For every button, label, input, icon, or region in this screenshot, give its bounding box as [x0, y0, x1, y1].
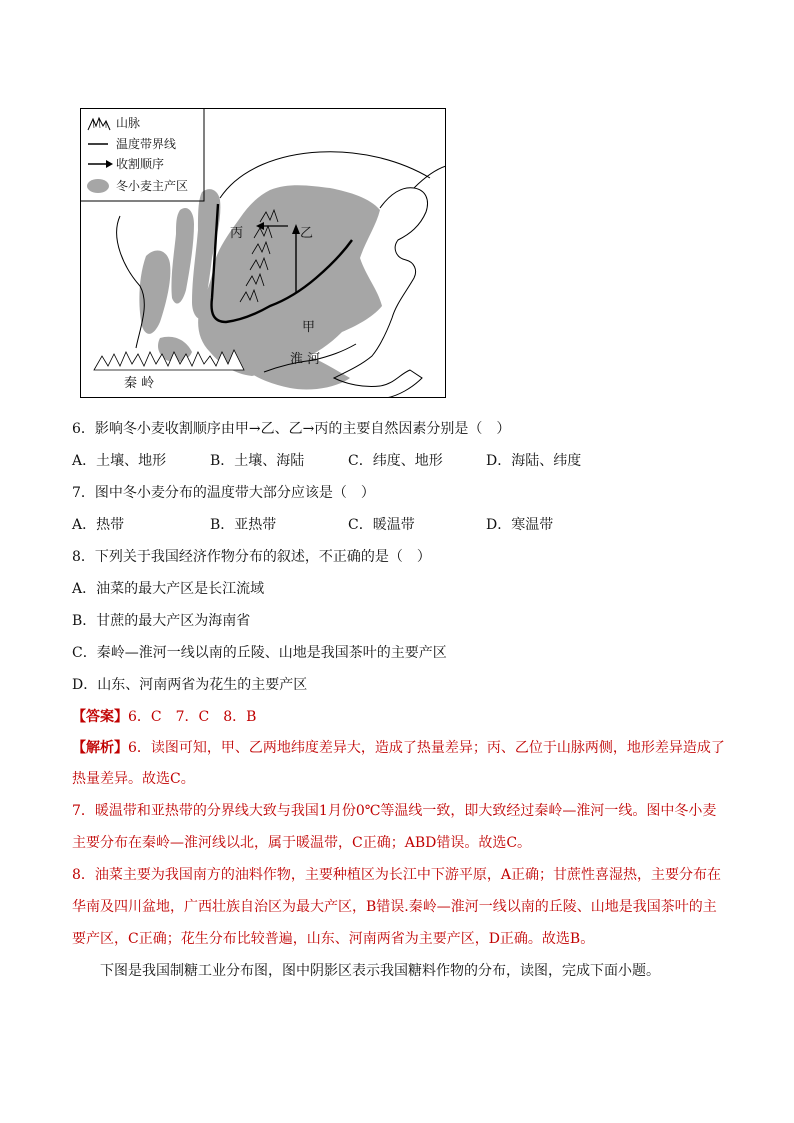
- analysis-line-6: 华南及四川盆地，广西壮族自治区为最大产区，B错误.秦岭—淮河一线以南的丘陵、山地是我国茶叶的主: [72, 899, 717, 915]
- q7-option-c: C．暖温带: [348, 517, 415, 533]
- map-label-yi: 乙: [300, 226, 314, 241]
- q6-option-a: A．土壤、地形: [72, 453, 167, 469]
- analysis-text-1: 6．读图可知，甲、乙两地纬度差异大，造成了热量差异；丙、乙位于山脉两侧，地形差异造成了: [128, 740, 725, 756]
- legend-wheat-label: 冬小麦主产区: [116, 179, 189, 193]
- legend-temp-line-label: 温度带界线: [116, 137, 177, 151]
- q6-option-d: D．海陆、纬度: [486, 453, 582, 469]
- map-label-bing: 丙: [230, 226, 244, 241]
- map-label-qinling: 秦 岭: [124, 376, 155, 391]
- legend-harvest-label: 收割顺序: [116, 157, 165, 171]
- analysis-line-3: 7．暖温带和亚热带的分界线大致与我国1月份0℃等温线一致，即大致经过秦岭—淮河一线。图中冬小麦: [72, 803, 717, 819]
- analysis-line-4: 主要分布在秦岭—淮河线以北，属于暖温带，C正确；ABD错误。故选C。: [72, 835, 532, 851]
- map-label-jia: 甲: [302, 320, 316, 335]
- wheat-area-icon: [87, 179, 109, 193]
- q7-option-b: B．亚热带: [210, 517, 277, 533]
- wheat-harvest-map: [80, 108, 446, 398]
- map-label-huaihe: 淮 河: [290, 352, 321, 367]
- legend-mountain-label: 山脉: [116, 116, 141, 130]
- analysis-line-2: 热量差异。故选C。: [72, 771, 195, 787]
- question-6-stem: 6．影响冬小麦收割顺序由甲→乙、乙→丙的主要自然因素分别是（ ）: [72, 421, 511, 437]
- analysis-line-7: 要产区，C正确；花生分布比较普遍，山东、河南两省为主要产区，D正确。故选B。: [72, 931, 595, 947]
- next-intro: 下图是我国制糖工业分布图，图中阴影区表示我国糖料作物的分布，读图，完成下面小题。: [100, 963, 660, 979]
- analysis-line-1: [72, 738, 725, 758]
- answer-label: 【答案】: [72, 709, 128, 725]
- q7-option-d: D．寒温带: [486, 517, 554, 533]
- question-7-stem: 7．图中冬小麦分布的温度带大部分应该是（ ）: [72, 485, 375, 501]
- q7-option-a: A．热带: [72, 517, 125, 533]
- answer-line: [72, 707, 256, 727]
- q8-option-b: B．甘蔗的最大产区为海南省: [72, 613, 251, 629]
- q8-option-c: C．秦岭—淮河一线以南的丘陵、山地是我国茶叶的主要产区: [72, 645, 447, 661]
- q8-option-a: A．油菜的最大产区是长江流域: [72, 581, 265, 597]
- q8-option-d: D．山东、河南两省为花生的主要产区: [72, 677, 308, 693]
- analysis-label: 【解析】: [72, 740, 128, 756]
- q6-option-c: C．纬度、地形: [348, 453, 443, 469]
- analysis-line-5: 8．油菜主要为我国南方的油料作物，主要种植区为长江中下游平原，A正确；甘蔗性喜湿热，主要分布在: [72, 867, 722, 883]
- answer-text: 6．C 7．C 8．B: [128, 709, 257, 725]
- q6-option-b: B．土壤、海陆: [210, 453, 305, 469]
- question-8-stem: 8．下列关于我国经济作物分布的叙述，不正确的是（ ）: [72, 549, 431, 565]
